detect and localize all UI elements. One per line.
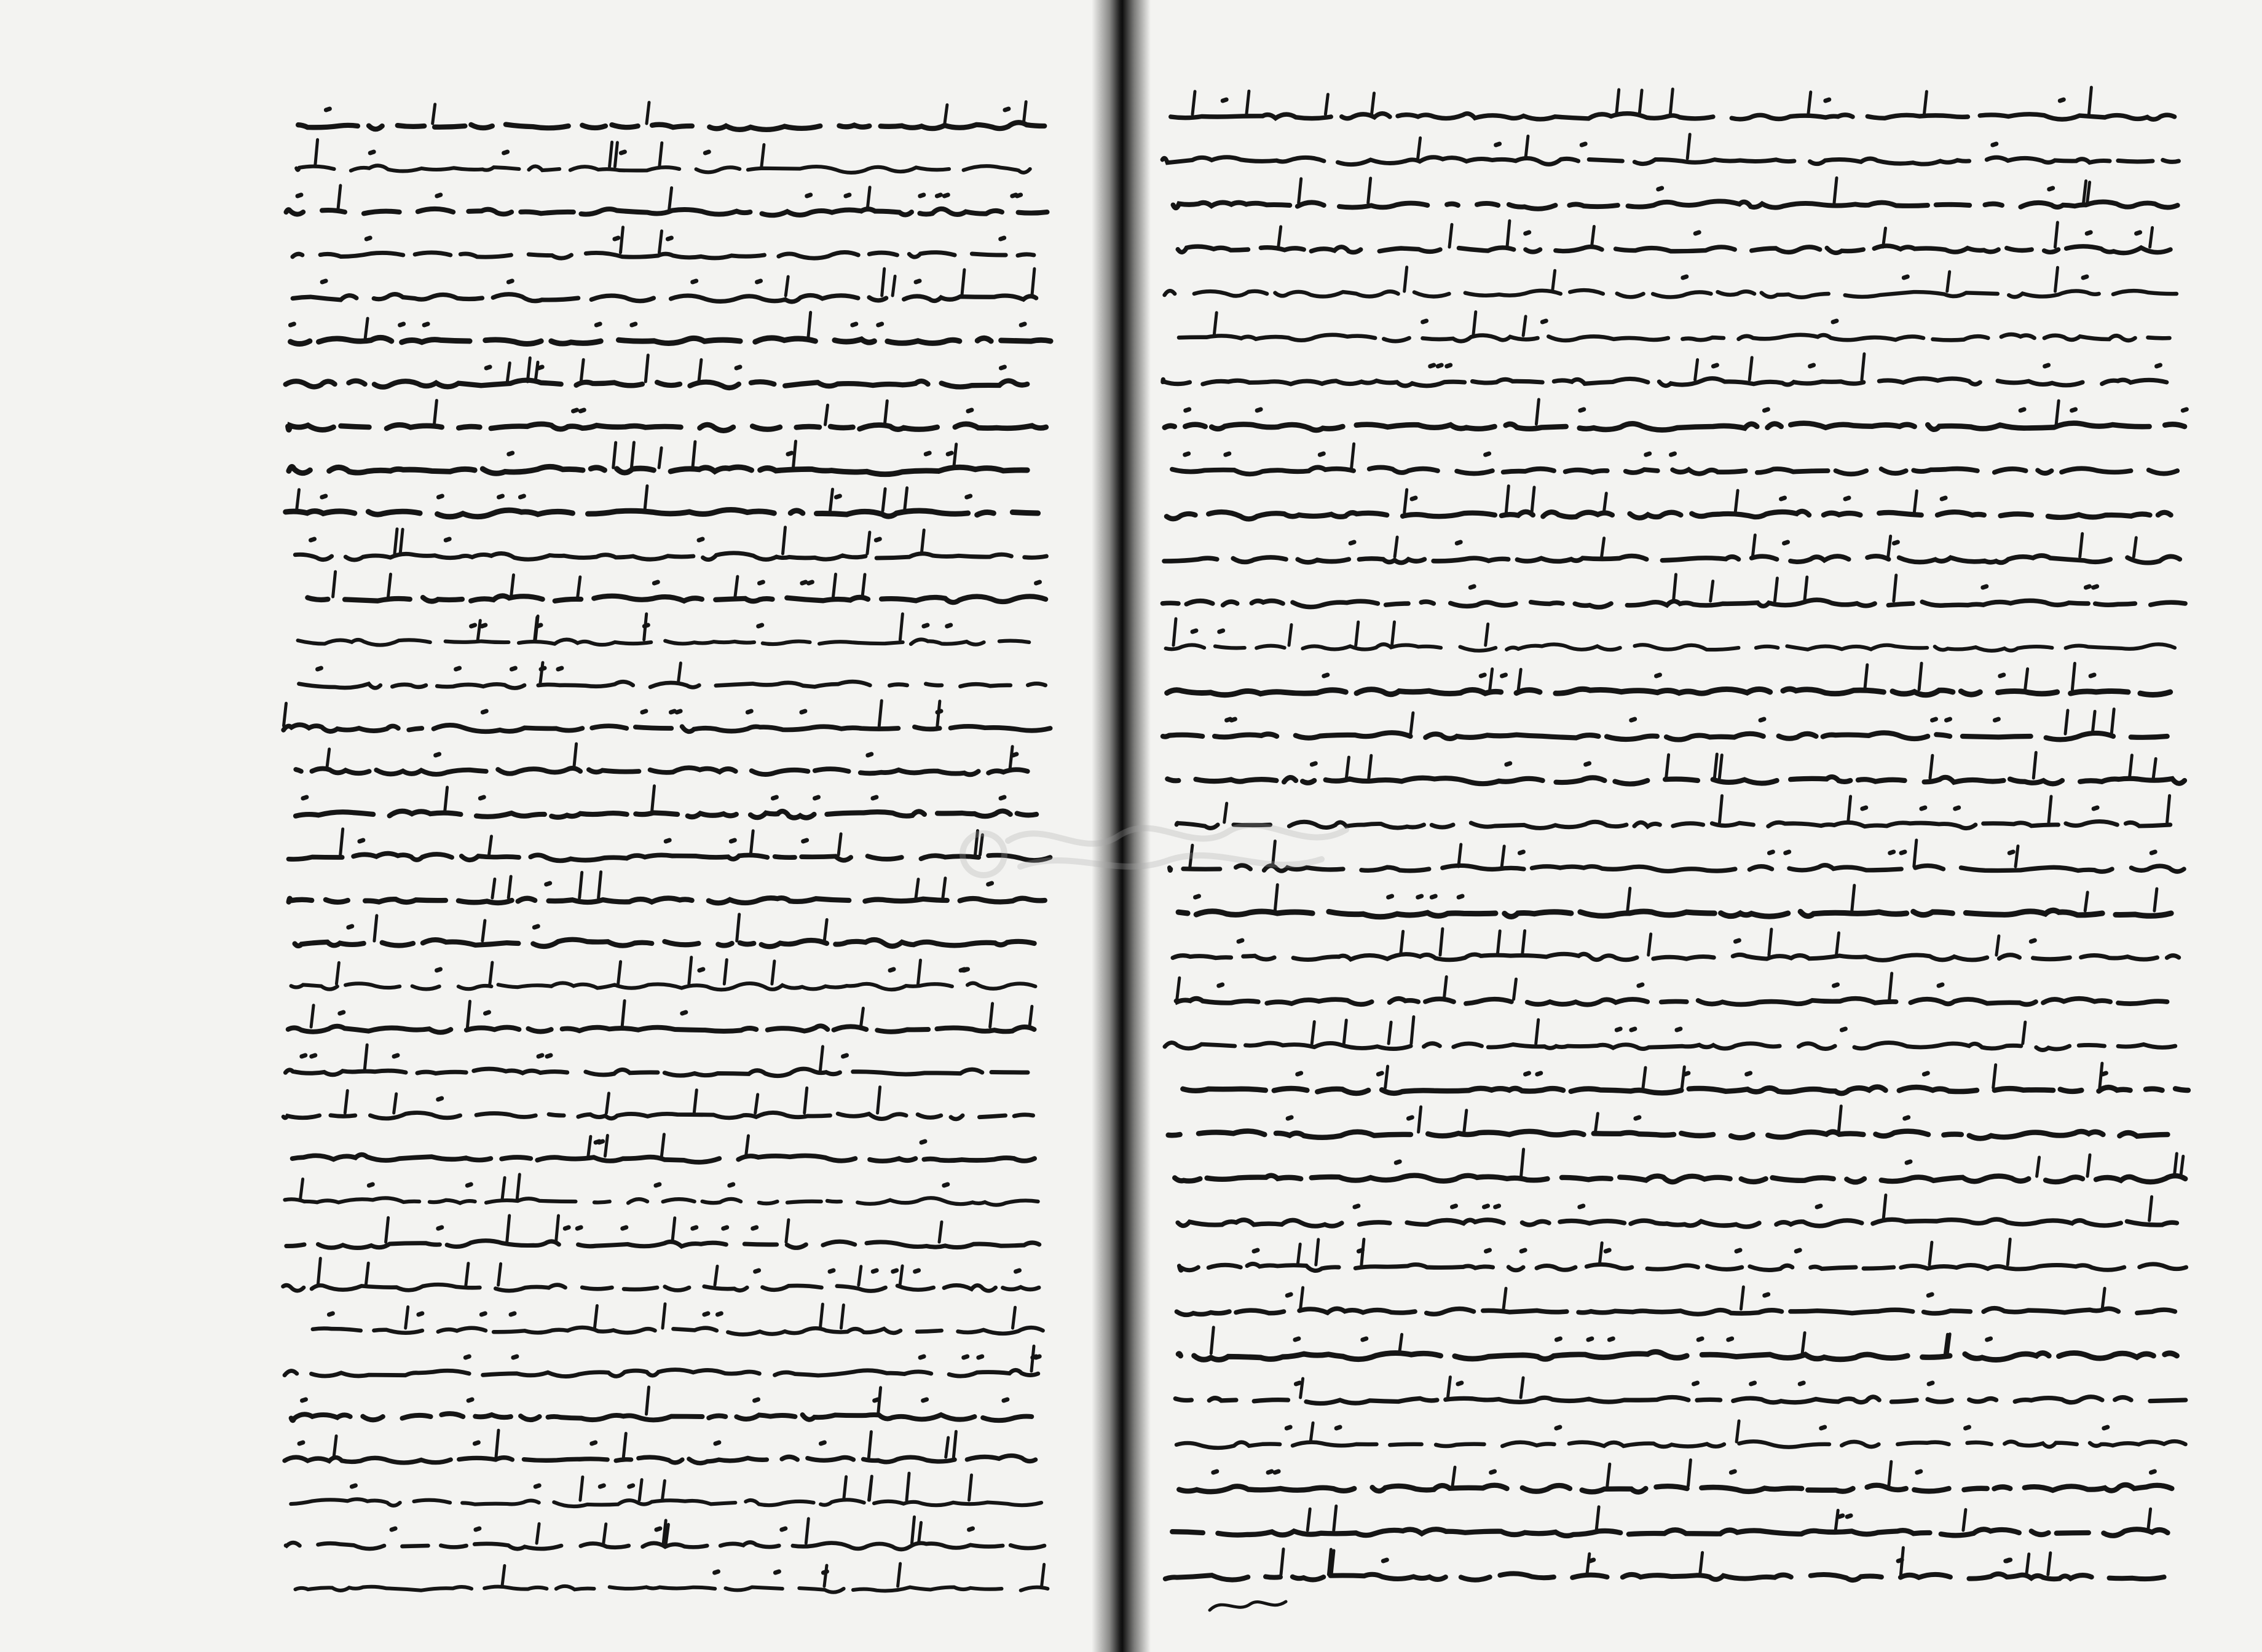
catchword-ink — [1205, 1586, 1291, 1622]
catchword-mark — [1205, 1586, 1291, 1629]
